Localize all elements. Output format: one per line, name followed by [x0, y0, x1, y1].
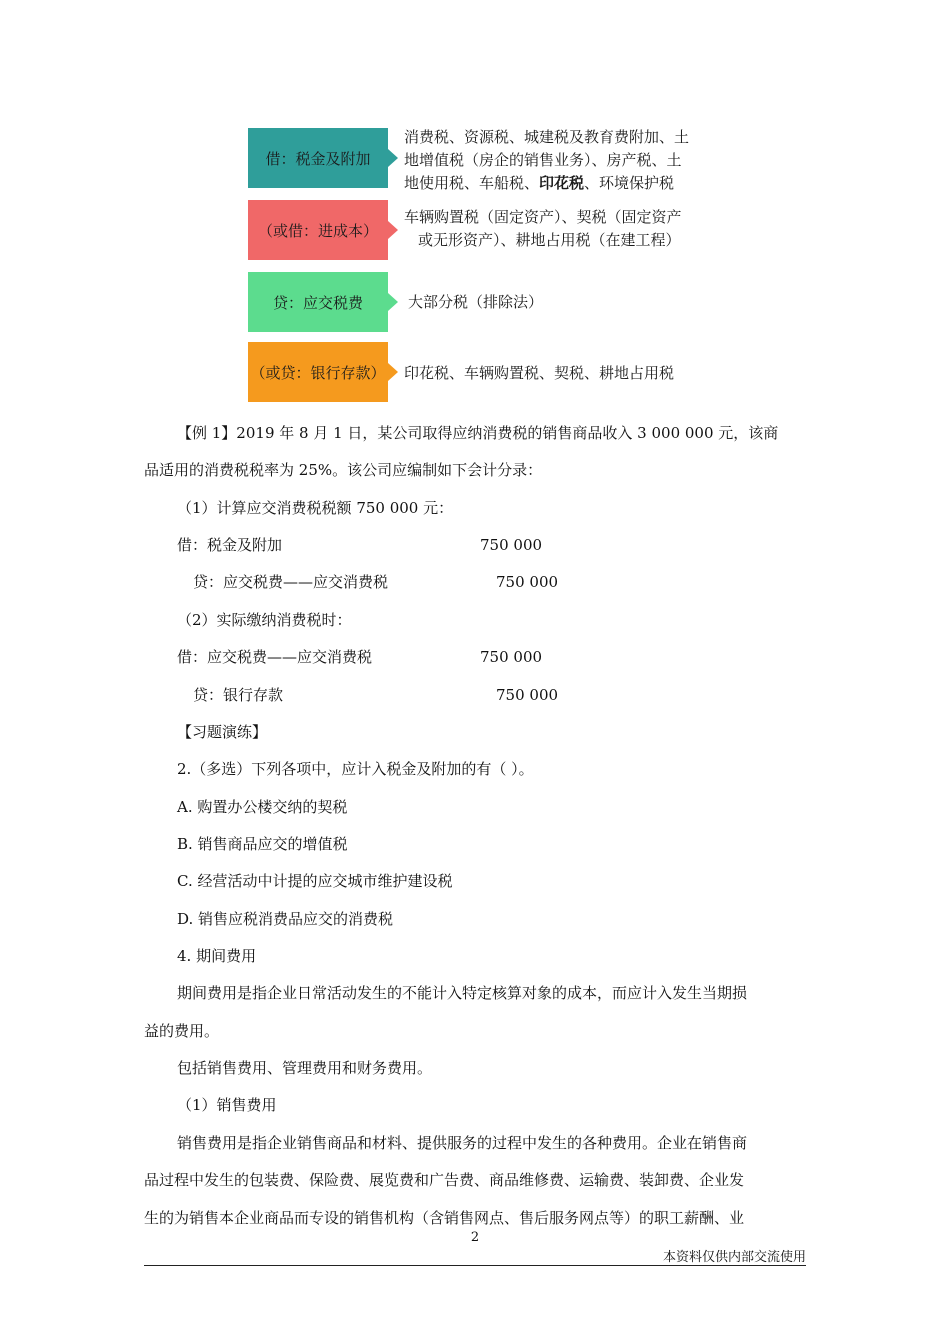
page-number: 2 — [470, 1230, 480, 1245]
paragraph: 益的费用。 — [144, 1022, 220, 1040]
paragraph: 销售费用是指企业销售商品和材料、提供服务的过程中发生的各种费用。企业在销售商 — [177, 1134, 748, 1152]
entry-credit: 贷：应交税费——应交消费税 — [193, 573, 389, 591]
exercise-option-c: C. 经营活动中计提的应交城市维护建设税 — [177, 872, 453, 890]
entry-amount: 750 000 — [496, 686, 559, 704]
example-step: （1）计算应交消费税税额 750 000 元： — [177, 499, 454, 517]
paragraph: 期间费用是指企业日常活动发生的不能计入特定核算对象的成本，而应计入发生当期损 — [177, 984, 748, 1002]
paragraph: 生的为销售本企业商品而专设的销售机构（含销售网点、售后服务网点等）的职工薪酬、业 — [144, 1209, 745, 1227]
diagram-row-debit-tax — [248, 126, 718, 196]
subsection-title: （1）销售费用 — [177, 1096, 277, 1114]
label-box-debit-cost: （或借：进成本） — [248, 200, 388, 260]
example-step: （2）实际缴纳消费税时： — [177, 611, 352, 629]
paragraph: 包括销售费用、管理费用和财务费用。 — [177, 1059, 433, 1077]
footer-note: 本资料仅供内部交流使用 — [662, 1250, 806, 1265]
tax-accounting-diagram — [248, 126, 718, 406]
row-description: 消费税、资源税、城建税及教育费附加、土 地增值税（房企的销售业务）、房产税、土 地使用税、车船税、印花税、环境保护税 — [404, 128, 690, 192]
label-box-credit-taxes: 贷：应交税费 — [248, 272, 388, 332]
exercise-option-d: D. 销售应税消费品应交的消费税 — [177, 910, 394, 928]
example-text: 品适用的消费税税率为 25%。该公司应编制如下会计分录： — [144, 461, 543, 479]
diagram-row-debit-cost — [248, 200, 718, 260]
exercise-option-b: B. 销售商品应交的增值税 — [177, 835, 348, 853]
entry-credit: 贷：银行存款 — [193, 686, 284, 704]
row-description: 印花税、车辆购置税、契税、耕地占用税 — [404, 364, 675, 382]
row-description: 大部分税（排除法） — [408, 293, 544, 311]
entry-amount: 750 000 — [480, 648, 543, 666]
exercise-option-a: A. 购置办公楼交纳的契税 — [177, 798, 348, 816]
diagram-row-credit-bank — [248, 340, 718, 400]
exercise-question: 2.（多选）下列各项中，应计入税金及附加的有（ ）。 — [177, 760, 534, 778]
entry-debit: 借：应交税费——应交消费税 — [177, 648, 373, 666]
label-box-debit-tax: 借：税金及附加 — [248, 128, 388, 188]
paragraph: 品过程中发生的包装费、保险费、展览费和广告费、商品维修费、运输费、装卸费、企业发 — [144, 1171, 745, 1189]
exercise-heading: 【习题演练】 — [177, 723, 268, 741]
section-title: 4. 期间费用 — [177, 947, 257, 965]
entry-amount: 750 000 — [480, 536, 543, 554]
example-text: 【例 1】2019 年 8 月 1 日，某公司取得应纳消费税的销售商品收入 3 000 000 元，该商 — [177, 424, 779, 442]
entry-debit: 借：税金及附加 — [177, 536, 283, 554]
row-description: 车辆购置税（固定资产）、契税（固定资产 或无形资产）、耕地占用税（在建工程） — [404, 208, 682, 249]
entry-amount: 750 000 — [496, 573, 559, 591]
diagram-row-credit-taxes — [248, 270, 718, 330]
footer-divider — [144, 1265, 806, 1266]
label-box-credit-bank: （或贷：银行存款） — [248, 342, 388, 402]
